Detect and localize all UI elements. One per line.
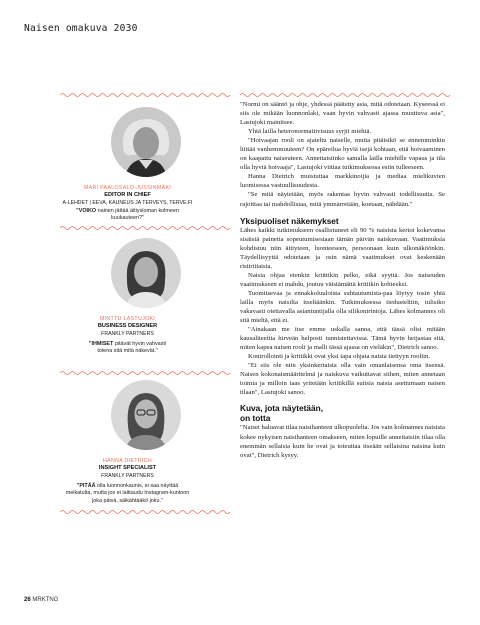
paragraph: "Ei siis ole niin yksinkertaista olla vain omanlaisensa oma itsensä. Naisen kokonaismääritelmä ja naiskuva vaikuttavat siihen, miten annetaan toimia ja milloin taas yritetään kriitikillä suitsia naista asettumaan naisen tilaan", Lastujoki sanoo. (240, 362, 445, 397)
section-heading: Yksipuoliset näkemykset (240, 215, 339, 226)
person-org: A-LEHDET | EEVA, KAUNEUS JA TERVEYS, TERVE.FI (62, 200, 193, 206)
person-org: FRANKLY PARTNERS (101, 331, 154, 337)
paragraph: "Naiset haluavat tilaa naisihanteen ulkopuolelta. Jos vain kolmannes naisista kokee nykyisen naisihanteen omakseen, miten lopuille annettaisiin tilaa olla enemmän sellaisia kuin he ovat ja toteuttaa itseään sellaisina naisina kuin ovat", Dietrich kysyy. (240, 424, 445, 459)
person-name: MARI PAALOSALO-JUSSINMÄKI (83, 185, 172, 191)
paragraph: Naisia ohjaa etenkin kriittikin pelko, eikä syyttä. Jos naiseuden vaatimukseen ei mahdu, joutuu väistämättä kritiikin kohteeksi. (240, 271, 445, 288)
avatar (111, 380, 181, 450)
person-quote (30, 483, 225, 505)
person-name: HANNA DIETRICH (103, 458, 152, 464)
quote-text: pitävät hyvin vahvasti totena sitä mitä näkevät." (97, 341, 167, 355)
quote-text: olla luonnonkaunis, ei saa näyttää meikatulta, mutta jos ei laittaudu Instagram-kuntoon joka päivä, säikähtääkö joku." (65, 483, 190, 504)
page-number: 26 (24, 597, 31, 603)
person-title: EDITOR IN CHIEF (104, 192, 151, 198)
quote-lead: "VOIKO (76, 208, 97, 214)
quote-text: nainen jättää äitiysloman kolmeen kuukauteen?" (96, 208, 179, 222)
paragraph: "Se mitä näytetään, myös rakentaa hyvin vahvasti todellisuutta. Se rajoittaa tai mahdollistaa, mitä ymmärretään, koetaan, nähdään." (240, 191, 445, 208)
person-title: BUSINESS DESIGNER (97, 323, 158, 329)
avatar (111, 238, 181, 308)
section-heading: Kuva, jota näytetään, (240, 403, 323, 414)
paragraph: "Ainakaan me itse emme uskalla sanoa, että tässä olisi mitään kausaliteettia hirveän helposti tunnistettavissa. Tämä hyvin heijastaa sitä, miten kapea naisen rooli ja malli tässä ajassa on vieläkin", Dietrich sanoo. (240, 326, 445, 352)
profiles-column (30, 0, 225, 625)
magazine-name: MRKTNG (32, 597, 59, 603)
person-name: MINTTU LASTUJOKI (99, 316, 156, 322)
article-section-3 (240, 423, 445, 459)
quote-lead: "PITÄÄ (76, 483, 96, 489)
paragraph: "Hoivaajan rooli on ajateltu naiselle, mutta pitäisikö se ennemminkin liittää vanhemmuuteen? On epäreilua hyviä isejä kohtaan, että hoivaaminen on kaapattu naiseuteen. Annettaisiinko samalla lailla miehille vapaus ja tila olla hyviä hoivaaja", Lastujoki viittaa tutkimuksessa esiin tulleeseen. (240, 137, 445, 172)
person-quote (30, 208, 225, 223)
page-header: Naisen omakuva 2030 (24, 23, 138, 34)
person-title: INSIGHT SPECIALIST (98, 465, 157, 471)
paragraph: Lähes kaikki tutkimukseen osallistuneet eli 90 % naisista kertoi kokevansa sisäistä painetta sopeutumisestaan tämän päivän naiskuvaan. Vaatimuksia kohdistuu niin äitiyteen, luonteeseen, persoonaan kuin ulkonäköönkin. Täydellisyyttä odotetaan ja osin nämä vaatimukset ovat keskenään ristiriitaisia. (240, 226, 445, 270)
paragraph: Kontrollointi ja kritiikki ovat yksi tapa ohjata naista tiettyyn rooliin. (248, 353, 431, 361)
person-quote (30, 341, 225, 356)
person-org: FRANKLY PARTNERS (101, 473, 154, 479)
avatar (111, 107, 181, 177)
article-section-2 (240, 226, 445, 398)
paragraph: Hanna Dietrich muistuttaa markkinoijia ja mediaa mielikuvien luomisessa vastuullisuudesta. (240, 173, 445, 190)
article-column (240, 100, 445, 460)
article-section-1 (240, 100, 445, 209)
paragraph: Yhtä lailla heteronormatiivisuus syrjii miehiä. (248, 128, 372, 136)
page-footer (24, 597, 58, 603)
paragraph: Tuomitsevaa ja ennakkoluuloista suhtautumista-paa löytyy tosin yhtä lailla myös naisilta itseltäänkin. Tutkimuksessa tiedusteltiin, tulisiko vakavasti otettavalla asiantuntijalla olla silikonirintoja. Lähes kolmannes oli sitä mieltä, että ei. (240, 289, 445, 325)
quote-lead: "IHMISET (88, 341, 114, 347)
wave-divider (240, 92, 450, 98)
paragraph: "Normi on sääntö ja ohje, yhdessä päätetty asia, mitä odotetaan. Kyseessä ei siis ole mikään luonnonlaki, vaan hyvin vahvasti ajassa muuttuva asia", Lastujoki mainitsee. (240, 101, 445, 127)
section-heading: on totta (240, 413, 271, 424)
